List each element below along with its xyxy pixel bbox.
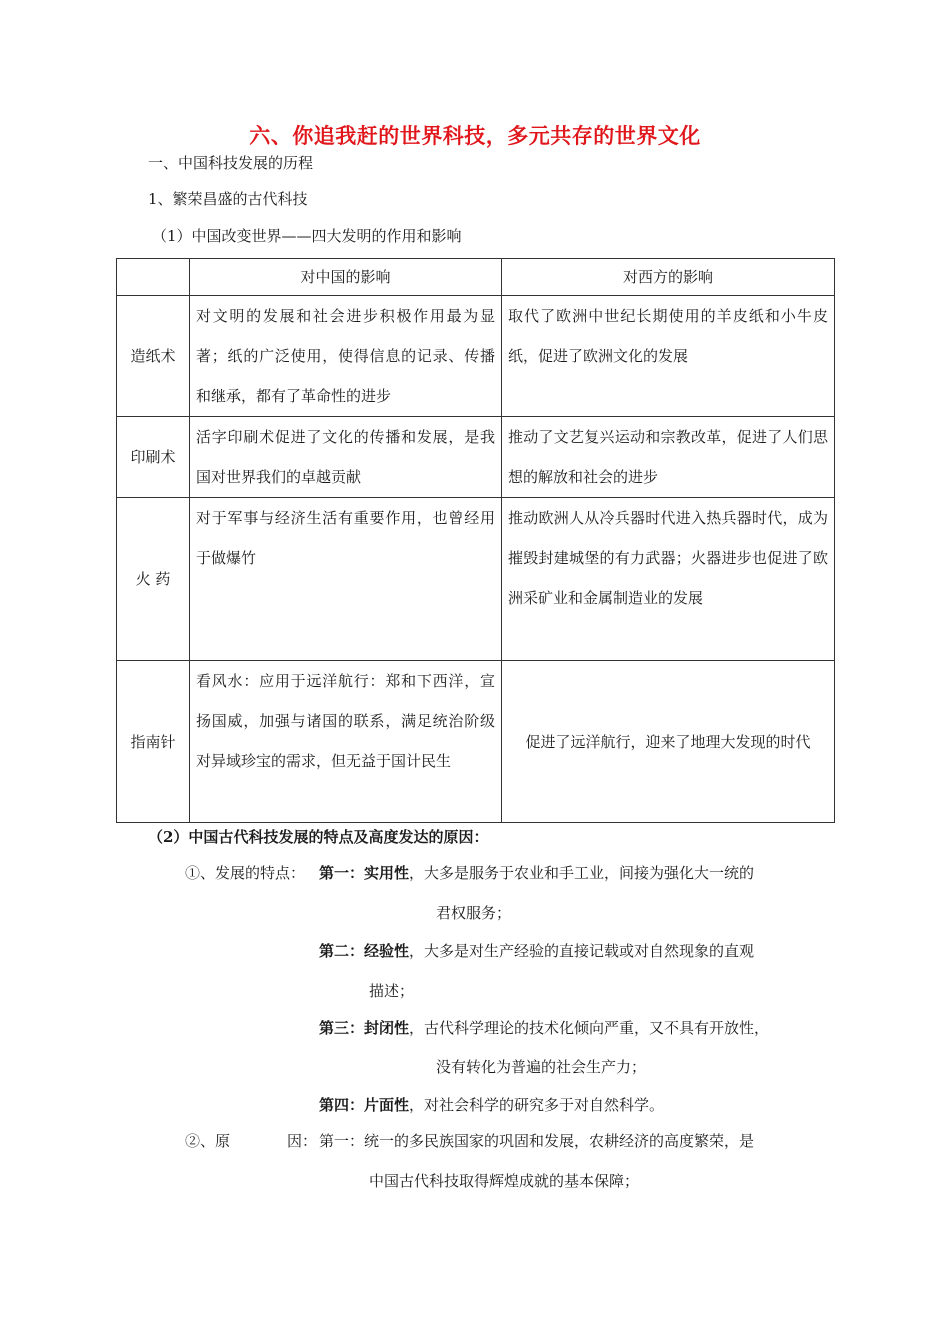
impact-west-text: 促进了远洋航行，迎来了地理大发现的时代 — [525, 732, 811, 751]
impact-west: 取代了欧洲中世纪长期使用的羊皮纸和小牛皮纸，促进了欧洲文化的发展 — [502, 296, 835, 417]
feature-key: 实用性 — [364, 864, 410, 882]
feature-text: ，对社会科学的研究多于对自然科学。 — [409, 1096, 665, 1114]
invention-name: 指南针 — [117, 661, 190, 823]
feature-text: ，大多是服务于农业和手工业，间接为强化大一统的 — [409, 864, 755, 882]
impact-china: 对文明的发展和社会进步积极作用最为显著；纸的广泛使用，使得信息的记录、传播和继承，都有了革命性的进步 — [190, 296, 502, 417]
feature-ordinal: 第三： — [319, 1019, 365, 1037]
table-header-cell — [117, 259, 190, 296]
table-row — [117, 296, 835, 417]
reasons-label-a: ②、原 — [185, 1132, 231, 1150]
feature-key: 片面性 — [364, 1096, 410, 1114]
feature-key: 封闭性 — [364, 1019, 410, 1037]
table-row — [117, 661, 835, 823]
reason-1: 第一：统一的多民族国家的巩固和发展，农耕经济的高度繁荣，是 — [319, 1132, 755, 1150]
table-row — [117, 417, 835, 498]
feature-3 — [319, 1017, 769, 1038]
impact-west — [502, 661, 835, 823]
invention-name: 火 药 — [117, 498, 190, 661]
impact-china: 看风水：应用于远洋航行：郑和下西洋，宣扬国威，加强与诸国的联系，满足统治阶级对异域珍宝的需求，但无益于国计民生 — [190, 661, 502, 823]
table-header-cell: 对西方的影响 — [502, 259, 835, 296]
reason-1-cont: 中国古代科技取得辉煌成就的基本保障； — [369, 1172, 640, 1190]
four-inventions-table — [116, 258, 835, 823]
feature-3-cont: 没有转化为普遍的社会生产力； — [436, 1058, 647, 1076]
document-title: 六、你追我赶的世界科技，多元共存的世界文化 — [249, 124, 701, 148]
feature-text: ，古代科学理论的技术化倾向严重，又不具有开放性， — [409, 1019, 770, 1037]
feature-ordinal: 第二： — [319, 942, 365, 960]
impact-china: 对于军事与经济生活有重要作用，也曾经用于做爆竹 — [190, 498, 502, 661]
feature-key: 经验性 — [364, 942, 410, 960]
table-row — [117, 498, 835, 661]
section-heading-1-1-1: （1）中国改变世界——四大发明的作用和影响 — [152, 227, 462, 245]
feature-4 — [319, 1094, 664, 1115]
impact-west: 推动了文艺复兴运动和宗教改革，促进了人们思想的解放和社会的进步 — [502, 417, 835, 498]
table-header-cell: 对中国的影响 — [190, 259, 502, 296]
feature-1-cont: 君权服务； — [436, 904, 512, 922]
feature-ordinal: 第四： — [319, 1096, 365, 1114]
table-header-row — [117, 259, 835, 296]
feature-ordinal: 第一： — [319, 864, 365, 882]
feature-2 — [319, 940, 754, 961]
invention-name: 造纸术 — [117, 296, 190, 417]
feature-1 — [319, 862, 754, 883]
feature-2-cont: 描述； — [369, 982, 415, 1000]
features-label: ①、发展的特点： — [185, 864, 306, 882]
section-heading-1: 一、中国科技发展的历程 — [148, 154, 314, 172]
impact-china: 活字印刷术促进了文化的传播和发展，是我国对世界我们的卓越贡献 — [190, 417, 502, 498]
impact-west: 推动欧洲人从冷兵器时代进入热兵器时代，成为摧毁封建城堡的有力武器；火器进步也促进了欧洲采矿业和金属制造业的发展 — [502, 498, 835, 661]
section-heading-1-1-2: （2）中国古代科技发展的特点及高度发达的原因： — [148, 828, 489, 846]
reasons-label-b: 因： — [287, 1132, 318, 1150]
invention-name: 印刷术 — [117, 417, 190, 498]
section-heading-1-1: 1、繁荣昌盛的古代科技 — [148, 190, 308, 208]
feature-text: ，大多是对生产经验的直接记载或对自然现象的直观 — [409, 942, 755, 960]
